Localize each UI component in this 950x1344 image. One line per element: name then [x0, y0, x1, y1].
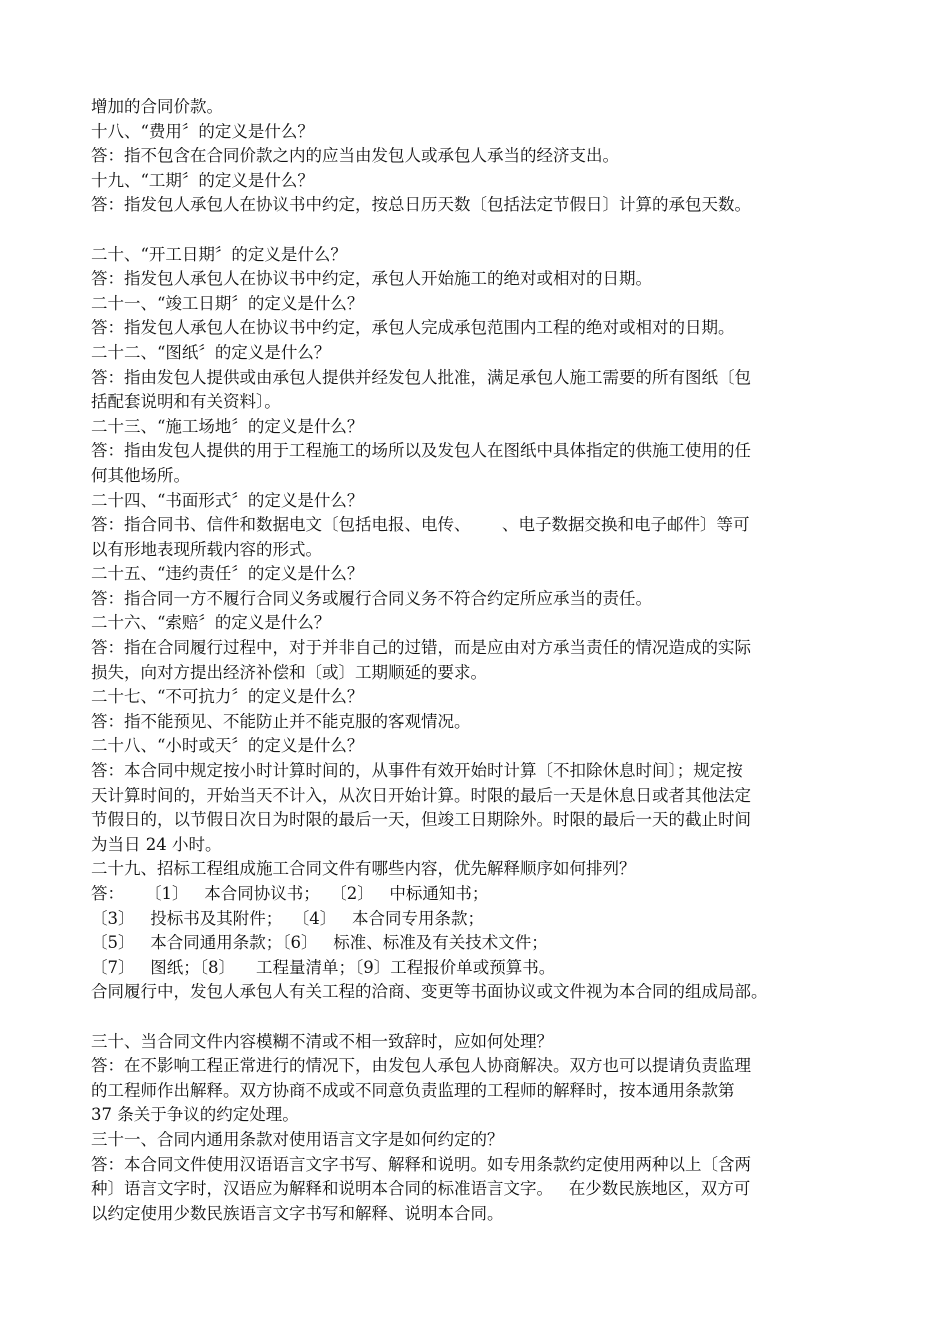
text-line: 答：指发包人承包人在协议书中约定，承包人完成承包范围内工程的绝对或相对的日期。: [91, 318, 735, 338]
blank-line: [91, 1005, 881, 1030]
text-line: 天计算时间的，开始当天不计入，从次日开始计算。时限的最后一天是休息日或者其他法定: [91, 785, 751, 805]
text-line: 二十七、“不可抗力〞的定义是什么？: [91, 687, 364, 707]
document-body: [91, 95, 881, 1226]
text-line: 答：本合同文件使用汉语语言文字书写、解释和说明。如专用条款约定使用两种以上〔含两: [91, 1154, 751, 1174]
text-line: 答：指在合同履行过程中，对于并非自己的过错，而是应由对方承当责任的情况造成的实际: [91, 638, 751, 658]
text-line: 二十九、招标工程组成施工合同文件有哪些内容，优先解释顺序如何排列？: [91, 859, 636, 879]
text-line: 以有形地表现所载内容的形式。: [91, 539, 322, 559]
text-line: 二十二、“图纸〞的定义是什么？: [91, 342, 331, 362]
text-line: 答：本合同中规定按小时计算时间的，从事件有效开始时计算〔不扣除休息时间〕；规定按: [91, 761, 743, 781]
text-line: 答：指不能预见、不能防止并不能克服的客观情况。: [91, 711, 471, 731]
text-line: 二十八、“小时或天〞的定义是什么？: [91, 736, 364, 756]
text-line: 十九、“工期〞的定义是什么？: [91, 170, 314, 190]
text-line: 答：指合同书、信件和数据电文〔包括电报、电传、 、电子数据交换和电子邮件〕等可: [91, 515, 750, 535]
text-line: 合同履行中，发包人承包人有关工程的洽商、变更等书面协议或文件视为本合同的组成局部。: [91, 982, 768, 1002]
text-line: 〔7〕 图纸；〔8〕 工程量清单；〔9〕工程报价单或预算书。: [91, 957, 556, 977]
text-line: 答：指由发包人提供或由承包人提供并经发包人批准，满足承包人施工需要的所有图纸〔包: [91, 367, 751, 387]
text-line: 二十六、“索赔〞的定义是什么？: [91, 613, 331, 633]
text-line: 答：指发包人承包人在协议书中约定，按总日历天数〔包括法定节假日〕计算的承包天数。: [91, 195, 751, 215]
text-line: 〔3〕 投标书及其附件； 〔4〕 本合同专用条款；: [91, 908, 484, 928]
text-line: 以约定使用少数民族语言文字书写和解释、说明本合同。: [91, 1203, 504, 1223]
text-line: 三十一、合同内通用条款对使用语言文字是如何约定的？: [91, 1129, 504, 1149]
text-line: 二十四、“书面形式〞的定义是什么？: [91, 490, 364, 510]
text-line: 答：指由发包人提供的用于工程施工的场所以及发包人在图纸中具体指定的供施工使用的任: [91, 441, 751, 461]
text-line: 为当日 24 小时。: [91, 834, 222, 854]
text-line: 节假日的，以节假日次日为时限的最后一天，但竣工日期除外。时限的最后一天的截止时间: [91, 810, 751, 830]
text-line: 答：指不包含在合同价款之内的应当由发包人或承包人承当的经济支出。: [91, 146, 619, 166]
text-line: 37 条关于争议的约定处理。: [91, 1105, 299, 1125]
text-line: 十八、“费用〞的定义是什么？: [91, 121, 314, 141]
text-line: 二十一、“竣工日期〞的定义是什么？: [91, 293, 364, 313]
text-line: 答： 〔1〕 本合同协议书； 〔2〕 中标通知书；: [91, 884, 489, 903]
text-line: 二十、“开工日期〞的定义是什么？: [91, 244, 347, 264]
text-line: 二十三、“施工场地〞的定义是什么？: [91, 416, 364, 436]
text-line: 种〕语言文字时，汉语应为解释和说明本合同的标准语言文字。 在少数民族地区，双方可: [91, 1179, 751, 1199]
text-line: 损失，向对方提出经济补偿和〔或〕工期顺延的要求。: [91, 662, 487, 682]
text-line: 二十五、“违约责任〞的定义是什么？: [91, 564, 364, 584]
blank-line: [91, 218, 881, 243]
text-line: 何其他场所。: [91, 465, 190, 485]
text-line: 的工程师作出解释。双方协商不成或不同意负责监理的工程师的解释时，按本通用条款第: [91, 1080, 735, 1100]
text-line: 答：在不影响工程正常进行的情况下，由发包人承包人协商解决。双方也可以提请负责监理: [91, 1056, 751, 1076]
text-line: 答：指发包人承包人在协议书中约定，承包人开始施工的绝对或相对的日期。: [91, 269, 652, 289]
text-line: 括配套说明和有关资料〕。: [91, 392, 281, 412]
text-line: 增加的合同价款。: [91, 97, 223, 116]
text-line: 三十、当合同文件内容模糊不清或不相一致辞时，应如何处理？: [91, 1031, 553, 1051]
text-line: 答：指合同一方不履行合同义务或履行合同义务不符合约定所应承当的责任。: [91, 588, 652, 608]
text-line: 〔5〕 本合同通用条款；〔6〕 标准、标准及有关技术文件；: [91, 933, 548, 953]
